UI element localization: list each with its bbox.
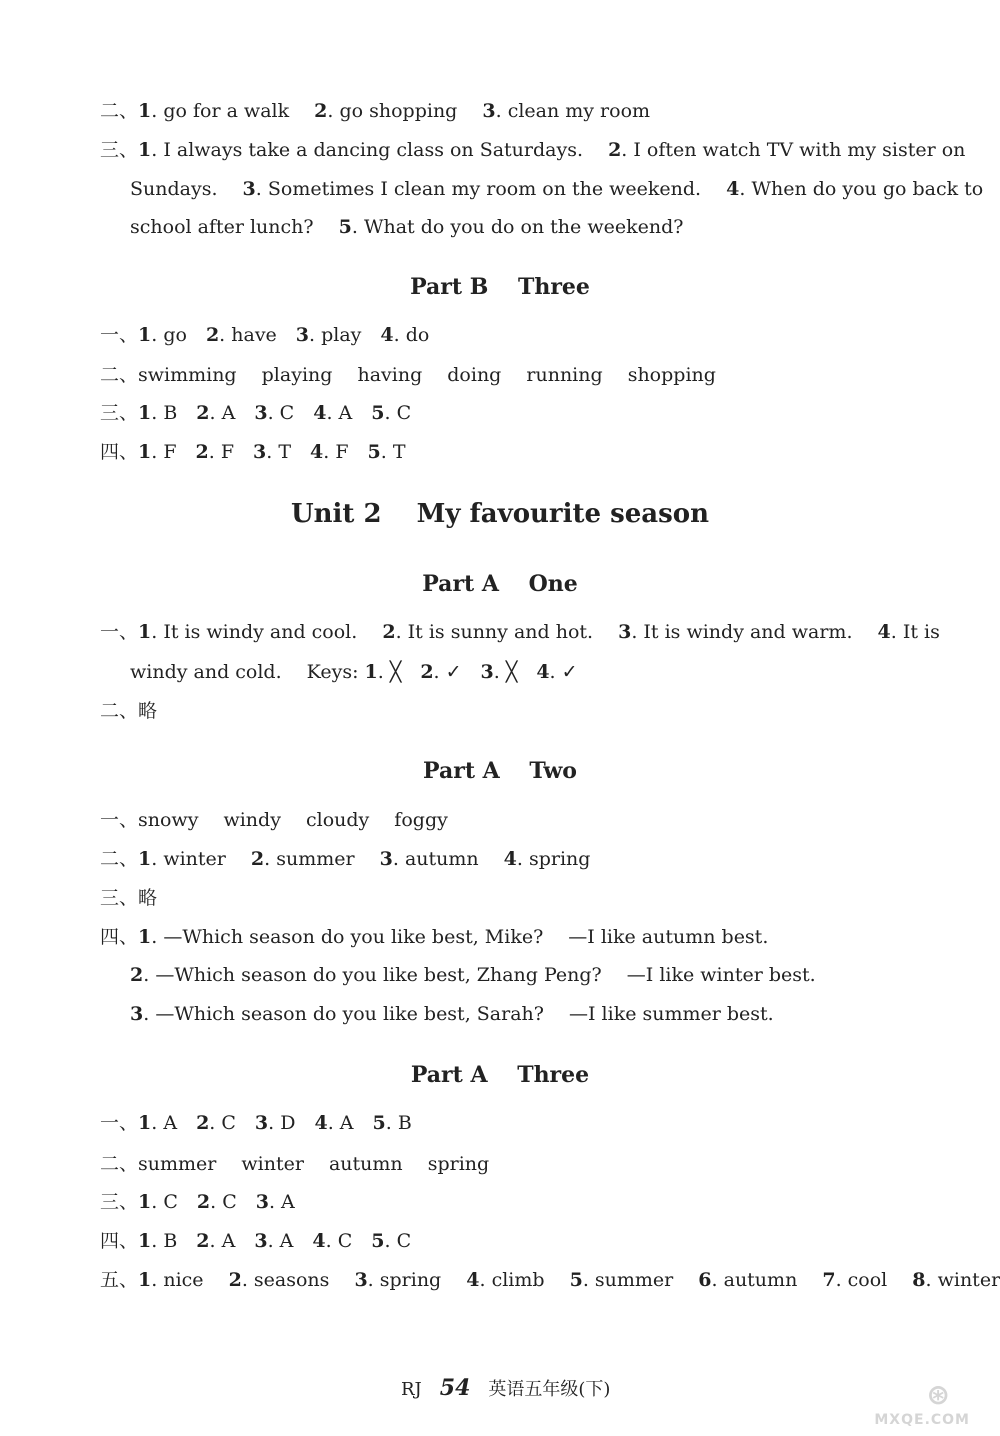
answer-line: 一、1. It is windy and cool. 2. It is sunny and hot. 3. It is windy and warm. 4. It is	[100, 621, 940, 643]
section-heading: Part A Two	[423, 758, 577, 784]
answer-line: school after lunch? 5. What do you do on the weekend?	[130, 216, 684, 238]
section-heading: Part A One	[422, 571, 578, 597]
section-heading: Part A Three	[410, 1062, 590, 1088]
answer-line: 一、1. go 2. have 3. play 4. do	[100, 324, 430, 346]
answer-line: 二、1. go for a walk 2. go shopping 3. clean my room	[100, 100, 651, 122]
answer-line: 三、略	[100, 887, 158, 909]
answer-line: 四、1. B 2. A 3. A 4. C 5. C	[100, 1230, 412, 1252]
book-title: 英语五年级(下)	[488, 1379, 611, 1400]
answer-line: 四、1. —Which season do you like best, Mike? —I like autumn best.	[100, 926, 769, 948]
section-heading: Part B Three	[410, 274, 590, 300]
answer-line: 五、1. nice 2. seasons 3. spring 4. climb 5. summer 6. autumn 7. cool 8. winter	[100, 1269, 1000, 1291]
edition-code: RJ	[401, 1379, 422, 1400]
answer-line: 三、1. I always take a dancing class on Saturdays. 2. I often watch TV with my sister on	[100, 139, 966, 161]
page-number: 54	[439, 1375, 471, 1401]
answer-line: 2. —Which season do you like best, Zhang Peng? —I like winter best.	[130, 964, 816, 986]
answer-line: Sundays. 3. Sometimes I clean my room on the weekend. 4. When do you go back to	[130, 178, 984, 200]
answer-line: 四、1. F 2. F 3. T 4. F 5. T	[100, 441, 406, 463]
answer-line: 一、snowy windy cloudy foggy	[100, 809, 448, 831]
watermark-text: MXQE.COM	[874, 1412, 970, 1428]
answer-line: 一、1. A 2. C 3. D 4. A 5. B	[100, 1112, 412, 1134]
answer-line: 三、1. B 2. A 3. C 4. A 5. C	[100, 402, 412, 424]
answer-line: 三、1. C 2. C 3. A	[100, 1191, 295, 1213]
answer-line: 二、swimming playing having doing running shopping	[100, 364, 716, 386]
answer-line: windy and cold. Keys: 1. ╳ 2. ✓ 3. ╳ 4. ✓	[130, 661, 578, 683]
answer-line: 二、summer winter autumn spring	[100, 1153, 490, 1175]
answer-line: 3. —Which season do you like best, Sarah? —I like summer best.	[130, 1003, 774, 1025]
answer-line: 二、略	[100, 700, 158, 722]
watermark	[800, 1378, 970, 1428]
answer-line: 二、1. winter 2. summer 3. autumn 4. spring	[100, 848, 591, 870]
unit-title: Unit 2 My favourite season	[290, 499, 710, 529]
watermark-logo-icon: ⊛	[926, 1378, 950, 1411]
